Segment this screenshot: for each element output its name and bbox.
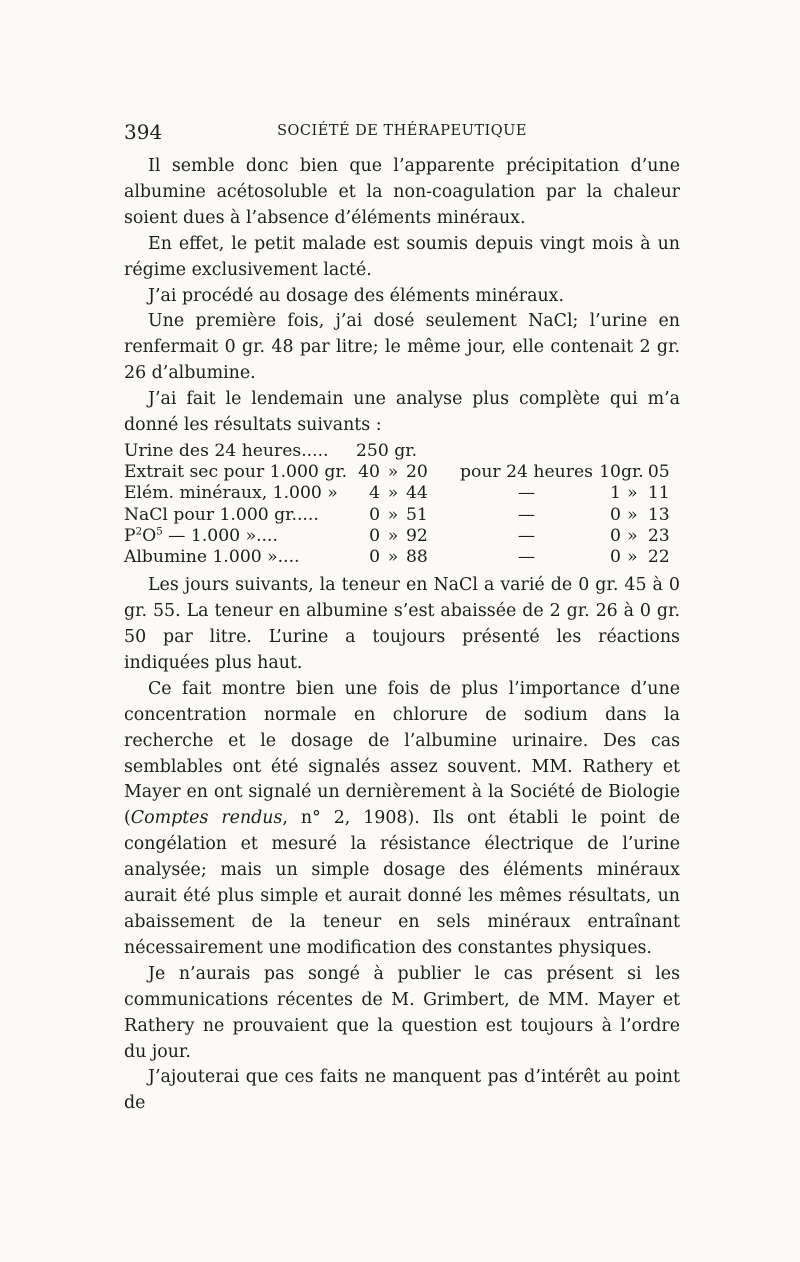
paragraph: En effet, le petit malade est soumis depuis vingt mois à un régime exclusivement lacté. (124, 233, 680, 280)
cell: 44 (406, 483, 428, 504)
cell: 0 (610, 546, 621, 567)
row-label: $P^2O^5$ — 1.000 ».... (124, 525, 278, 546)
cell: » (387, 483, 399, 504)
cell: — (517, 525, 536, 546)
page-header (124, 120, 680, 146)
cell: 92 (406, 525, 428, 546)
cell: » (627, 483, 638, 504)
cell: gr. (620, 462, 644, 483)
row-label: Elém. minéraux, 1.000 » (124, 483, 338, 504)
cell: 05 (647, 462, 670, 483)
row-value: 250 gr. (356, 440, 418, 461)
citation-title: Comptes rendus (130, 808, 283, 829)
row-label: Extrait sec pour 1.000 gr. (124, 462, 348, 483)
cell: 23 (647, 525, 670, 546)
cell: 0 (369, 525, 380, 546)
row-label: Albumine 1.000 ».... (124, 546, 300, 567)
cell: 10 (599, 462, 621, 483)
cell: — (517, 483, 536, 504)
cell: pour 24 heures (460, 462, 593, 483)
table-row (124, 547, 670, 568)
cell: 11 (647, 483, 670, 504)
paragraph: Une première fois, j’ai dosé seulement NaCl; l’urine en renfermait 0 gr. 48 par litre; le même jour, elle contenait 2 gr. 26 d’albumine. (124, 311, 680, 384)
cell: 1 (610, 483, 621, 504)
row-label: Urine des 24 heures..... (124, 440, 329, 461)
cell: » (387, 462, 399, 483)
cell: — (517, 546, 536, 567)
paragraph: Il semble donc bien que l’apparente précipitation d’une albumine acétosoluble et la non-coagulation par la chaleur soient dues à l’absence d’éléments minéraux. (124, 156, 680, 228)
cell: » (627, 525, 638, 546)
paragraph: Je n’aurais pas songé à publier le cas présent si les communications récentes de M. Grimbert, de MM. Mayer et Rathery ne prouvaient que la question est toujours à l’ordre du jour. (124, 963, 680, 1062)
page-number: 394 (124, 120, 163, 144)
cell: » (387, 546, 399, 567)
cell: » (627, 546, 638, 567)
cell: 4 (369, 483, 380, 504)
table-row (124, 462, 670, 483)
table-row (124, 441, 670, 462)
cell: 0 (610, 525, 621, 546)
table-row (124, 526, 670, 547)
cell: 51 (406, 504, 428, 525)
table-row (124, 483, 670, 504)
cell: 40 (358, 462, 380, 483)
results-table (124, 441, 670, 568)
cell: — (517, 504, 536, 525)
paragraph: J’ai procédé au dosage des éléments minéraux. (148, 285, 565, 306)
cell: 20 (406, 462, 428, 483)
paragraph: J’ajouterai que ces faits ne manquent pas d’intérêt au point de (124, 1067, 680, 1114)
cell: 88 (406, 546, 428, 567)
paragraph: Ce fait montre bien une fois de plus l’importance d’une concentration normale en chlorure de sodium dans la recherche et le dosage de l’albumine urinaire. Des cas semblables ont été signalés assez souvent. MM. Rathery et Mayer en ont signalé un dernièrement à la Société de Biologie (Comptes rendus, n° 2, 1908). Ils ont établi le point de congélation et mesuré la résistance électrique de l’urine analysée; mais un simple dosage des éléments minéraux aurait été plus simple et aurait donné les mêmes résultats, un abaissement de la teneur en sels minéraux entraînant nécessairement une modification des constantes physiques. (124, 678, 680, 958)
cell: 0 (369, 504, 380, 525)
body-text (124, 154, 680, 1117)
cell: » (387, 504, 399, 525)
table-row (124, 505, 670, 526)
row-label: NaCl pour 1.000 gr..... (124, 504, 319, 525)
running-title: SOCIÉTÉ DE THÉRAPEUTIQUE (277, 123, 527, 139)
cell: 0 (610, 504, 621, 525)
cell: » (627, 504, 638, 525)
cell: » (387, 525, 399, 546)
cell: 22 (647, 546, 670, 567)
paragraph: Les jours suivants, la teneur en NaCl a varié de 0 gr. 45 à 0 gr. 55. La teneur en albumine s’est abaissée de 2 gr. 26 à 0 gr. 50 par litre. L’urine a toujours présenté les réactions indiquées plus haut. (124, 575, 680, 673)
cell: 0 (369, 546, 380, 567)
paragraph: J’ai fait le lendemain une analyse plus complète qui m’a donné les résultats suivants : (124, 389, 680, 436)
cell: 13 (647, 504, 670, 525)
